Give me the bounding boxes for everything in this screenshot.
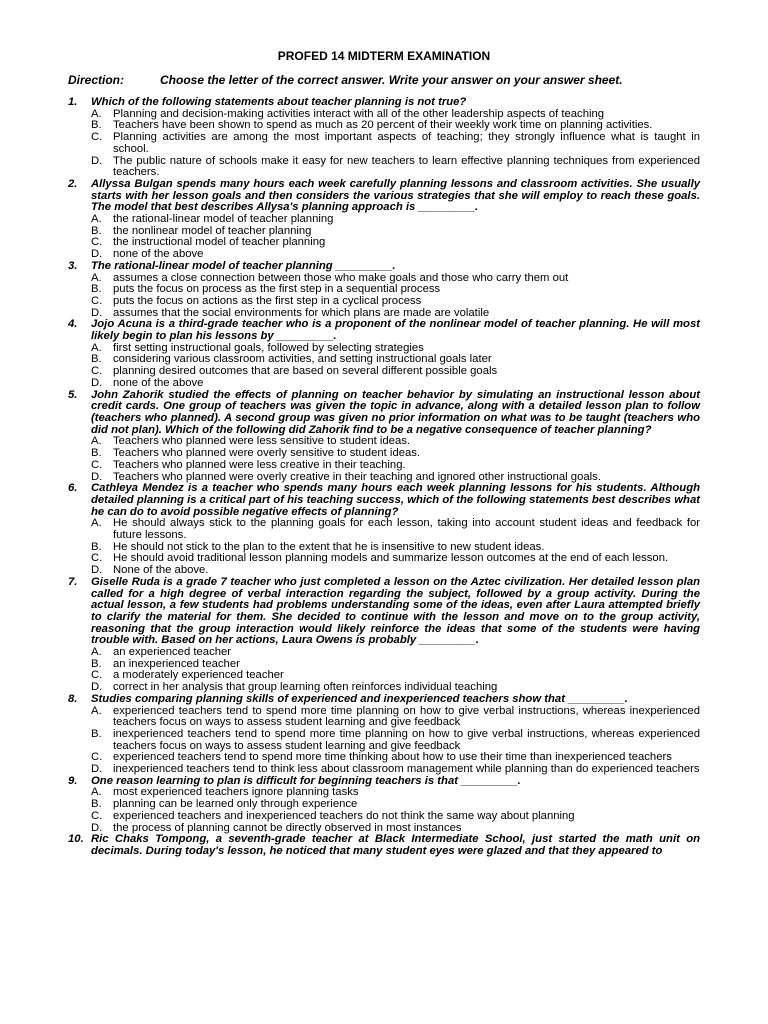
option-text: considering various classroom activities, and setting instructional goals later [113, 353, 492, 366]
option-letter: A. [91, 704, 102, 717]
question-text: Ric Chaks Tompong, a seventh-grade teacher at Black Intermediate School, just started the math unit on decimals. During today's lesson, he noticed that many student eyes were glazed and that they appeared to [91, 833, 700, 857]
option-letter: D. [91, 763, 103, 776]
question-list [0, 97, 768, 858]
option-text: none of the above [113, 376, 204, 389]
option-letter: D. [91, 248, 103, 261]
option-letter: C. [91, 809, 103, 822]
option-text: the nonlinear model of teacher planning [113, 224, 312, 237]
option-text: inexperienced teachers tend to spend more time planning on how to give verbal instructions, whereas experienced teachers focus on ways to assess student learning and give feedback [113, 727, 700, 752]
question-3 [0, 261, 768, 320]
question-number: 7. [68, 575, 78, 588]
option-text: Planning activities are among the most important aspects of teaching; they strongly influence what is taught in school. [113, 131, 700, 155]
option-text: Teachers who planned were less creative in their teaching. [113, 458, 406, 471]
option-letter: C. [91, 365, 103, 378]
option-letter: D. [91, 681, 103, 694]
option-text: inexperienced teachers tend to think less about classroom management while planning than do experienced teachers [113, 763, 700, 776]
option-letter: B. [91, 657, 102, 670]
option-text: correct in her analysis that group learning often reinforces individual teaching [113, 681, 498, 694]
option-text: Planning and decision-making activities interact with all of the other leadership aspects of teaching [113, 107, 605, 120]
question-text: The rational-linear model of teacher planning _________. [91, 259, 396, 272]
option-text: None of the above. [113, 564, 209, 577]
option-letter: D. [91, 154, 103, 167]
question-text: Studies comparing planning skills of experienced and inexperienced teachers show that _________. [91, 692, 628, 705]
option-text: assumes that the social environments for which plans are made are volatile [113, 306, 490, 319]
option-letter: B. [91, 353, 102, 366]
question-number: 4. [68, 318, 78, 331]
option-letter: D. [91, 821, 103, 834]
direction-label: Direction: [68, 73, 125, 87]
option-text: Teachers who planned were overly creative in their teaching and ignored other instructional goals. [113, 470, 601, 483]
option-letter: D. [91, 376, 103, 389]
option-letter: C. [91, 552, 103, 565]
option-letter: A. [91, 435, 102, 448]
option-text: none of the above [113, 248, 204, 261]
question-2 [0, 179, 768, 261]
question-text: Jojo Acuna is a third-grade teacher who is a proponent of the nonlinear model of teacher planning. He will most likely begin to plan his lessons by _________. [91, 318, 700, 343]
question-number: 3. [68, 259, 78, 272]
option-text: planning can be learned only through experience [113, 798, 358, 811]
answer-option [91, 376, 700, 390]
option-letter: A. [91, 786, 102, 799]
direction-text: Choose the letter of the correct answer. Write your answer on your answer sheet. [160, 73, 623, 87]
option-text: first setting instructional goals, followed by selecting strategies [113, 341, 424, 354]
option-text: Teachers who planned were overly sensitive to student ideas. [113, 447, 421, 460]
option-text: Teachers who planned were less sensitive to student ideas. [113, 435, 411, 448]
option-letter: A. [91, 341, 102, 354]
option-letter: D. [91, 564, 103, 577]
option-letter: B. [91, 727, 102, 740]
question-7 [0, 577, 768, 694]
option-letter: B. [91, 224, 102, 237]
option-letter: C. [91, 751, 103, 764]
question-8 [0, 694, 768, 776]
option-letter: C. [91, 294, 103, 307]
option-letter: A. [91, 271, 102, 284]
question-4 [0, 319, 768, 389]
question-text: One reason learning to plan is difficult for beginning teachers is that _________. [91, 774, 521, 787]
option-text: Teachers have been shown to spend as much as 20 percent of their weekly work time on planning activities. [113, 119, 653, 132]
option-text: He should avoid traditional lesson planning models and summarize lesson outcomes at the end of each lesson. [113, 552, 669, 565]
question-number: 10. [68, 833, 84, 846]
question-number: 8. [68, 692, 78, 705]
answer-option [91, 154, 700, 179]
option-text: the instructional model of teacher planning [113, 236, 326, 249]
option-letter: A. [91, 107, 102, 120]
option-letter: B. [91, 119, 102, 132]
option-text: experienced teachers and inexperienced teachers do not think the same way about planning [113, 809, 575, 822]
option-letter: B. [91, 540, 102, 553]
option-letter: C. [91, 236, 103, 249]
question-10 [0, 834, 768, 857]
answer-option [91, 727, 700, 752]
option-letter: C. [91, 458, 103, 471]
option-text: an experienced teacher [113, 646, 232, 659]
option-text: the process of planning cannot be directly observed in most instances [113, 821, 462, 834]
option-letter: B. [91, 283, 102, 296]
question-6 [0, 483, 768, 577]
option-text: assumes a close connection between those who make goals and those who carry them out [113, 271, 569, 284]
option-text: experienced teachers tend to spend more time planning on how to give verbal instructions, whereas inexperienced teachers focus on ways to assess student learning and give feedback [113, 704, 700, 729]
option-text: He should always stick to the planning goals for each lesson, taking into account student ideas and feedback for future lessons. [113, 517, 700, 542]
option-text: experienced teachers tend to spend more time thinking about how to use their time than inexperienced teachers [113, 751, 672, 764]
question-number: 6. [68, 482, 78, 495]
option-letter: B. [91, 798, 102, 811]
question-text: Cathleya Mendez is a teacher who spends many hours each week planning lessons for his students. Although detailed planning is a critical part of his teaching success, which of the following statements best describes what he can do to avoid possible negative effects of planning? [91, 482, 700, 518]
question-number: 2. [68, 177, 78, 190]
option-letter: B. [91, 447, 102, 460]
option-text: puts the focus on actions as the first step in a cyclical process [113, 294, 422, 307]
option-text: the rational-linear model of teacher planning [113, 213, 334, 226]
question-number: 9. [68, 774, 78, 787]
question-text: Giselle Ruda is a grade 7 teacher who just completed a lesson on the Aztec civilization. Her detailed lesson plan called for a high degree of verbal interaction regarding the subject, followed by a group activity. During the actual lesson, a few students had problems understanding some of the ideas, even after Laura attempted briefly to clarify the material for them. She decided to continue with the lesson and move on to the group activity, reasoning that the group interaction would likely reinforce the ideas that some of the students were having trouble with. Based on her actions, Laura Owens is probably _________. [91, 575, 700, 647]
answer-option [91, 131, 700, 155]
answer-option [91, 517, 700, 542]
question-text: Which of the following statements about teacher planning is not true? [91, 96, 467, 108]
option-text: an inexperienced teacher [113, 657, 240, 670]
question-9 [0, 776, 768, 835]
answer-option [91, 704, 700, 729]
option-letter: A. [91, 646, 102, 659]
option-letter: C. [91, 131, 103, 144]
option-text: a moderately experienced teacher [113, 669, 284, 682]
question-1 [0, 97, 768, 179]
option-letter: A. [91, 213, 102, 226]
option-letter: D. [91, 306, 103, 319]
question-number: 1. [68, 96, 78, 108]
option-letter: C. [91, 669, 103, 682]
option-text: planning desired outcomes that are based on several different possible goals [113, 365, 498, 378]
question-5 [0, 390, 768, 484]
option-text: most experienced teachers ignore planning tasks [113, 786, 359, 799]
question-text: Allyssa Bulgan spends many hours each week carefully planning lessons and classroom activities. She usually starts with her lesson goals and then considers the various strategies that she will employ to reach these goals. The model that best describes Allysa's planning approach is _________. [91, 177, 700, 214]
page-title: PROFED 14 MIDTERM EXAMINATION [277, 49, 491, 63]
question-text: John Zahorik studied the effects of planning on teacher behavior by simulating an instructional lesson about credit cards. One group of teachers was given the topic in advance, along with a detailed lesson plan to follow (teachers who planned). A second group was given no prior information on what was to be taught (teachers who did not plan). Which of the following did Zahorik find to be a negative consequence of teacher planning? [91, 388, 700, 436]
option-letter: A. [91, 517, 102, 530]
question-number: 5. [68, 388, 78, 401]
option-text: He should not stick to the plan to the extent that he is insensitive to new student ideas. [113, 540, 545, 553]
option-letter: D. [91, 470, 103, 483]
option-text: The public nature of schools make it easy for new teachers to learn effective planning techniques from experienced teachers. [113, 154, 700, 179]
option-text: puts the focus on process as the first step in a sequential process [113, 283, 441, 296]
